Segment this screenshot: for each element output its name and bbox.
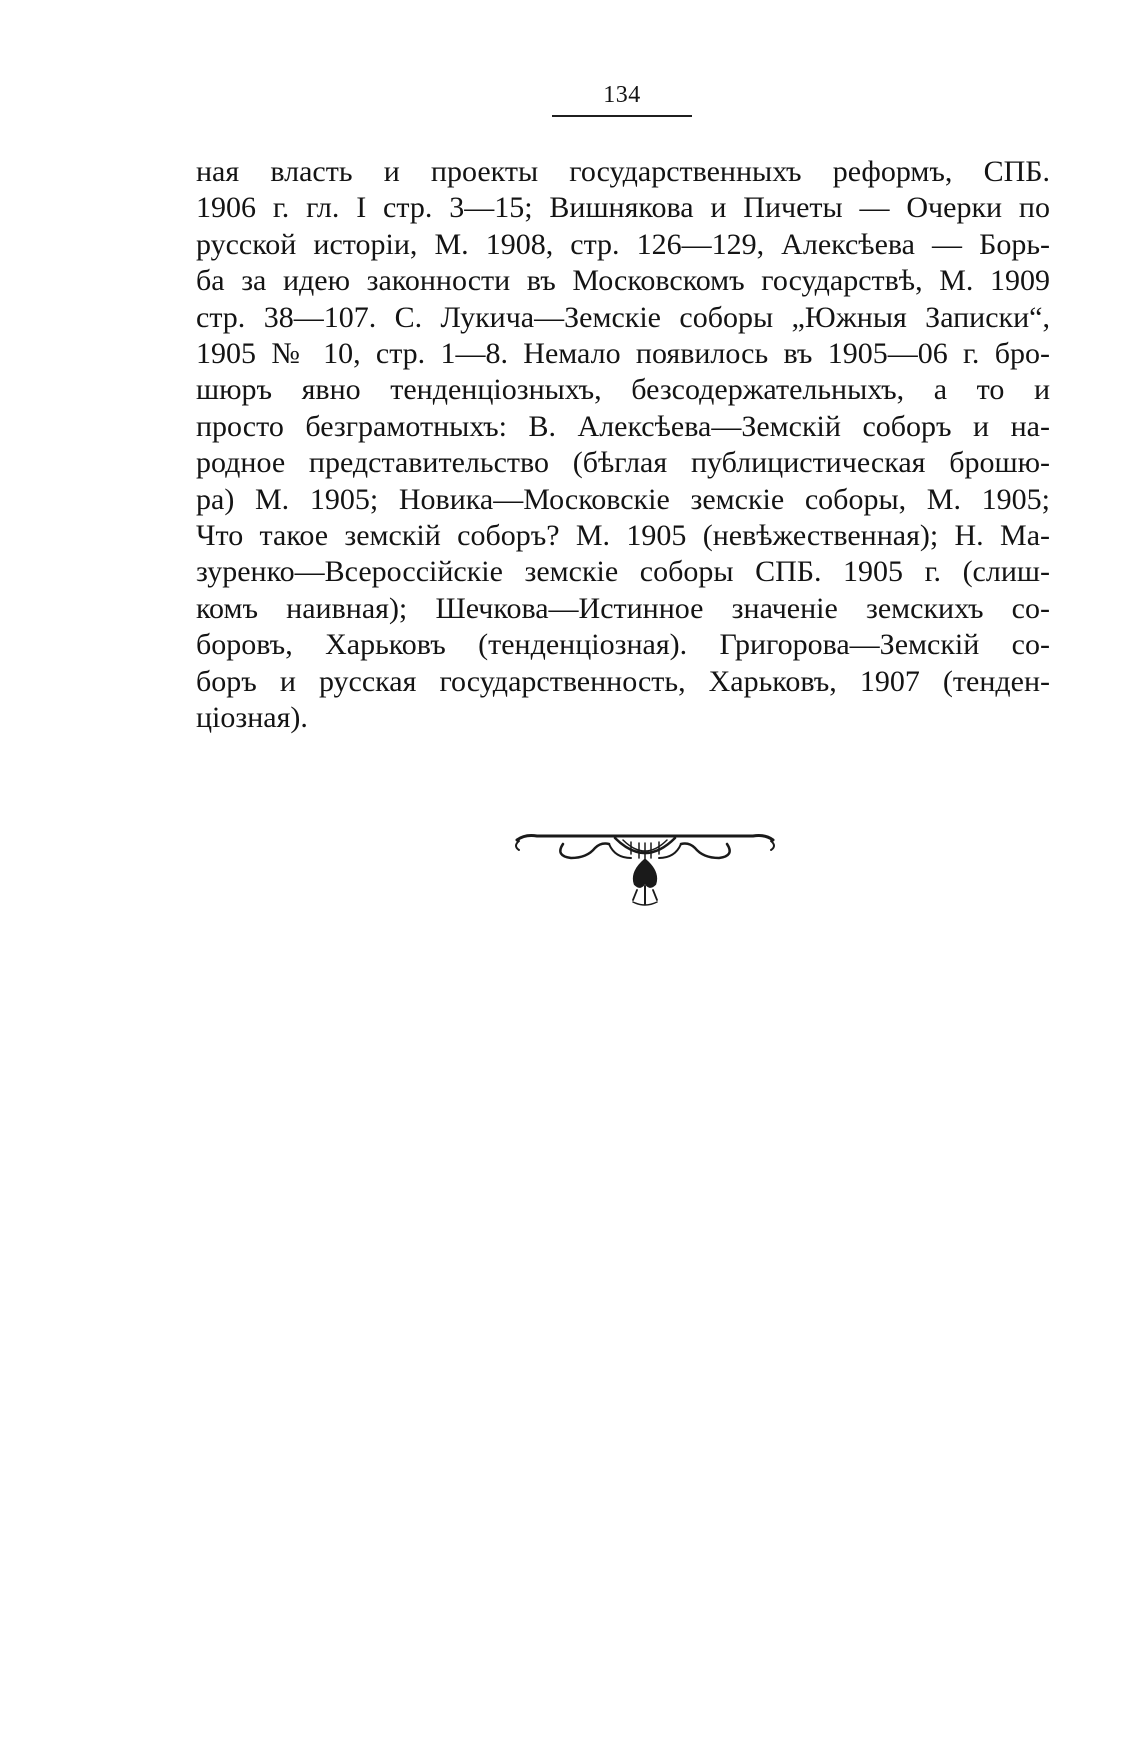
text-line: боровъ, Харьковъ (тенденціозная). Григорова—Земскій со- [196, 628, 1050, 662]
floral-tailpiece-ornament-icon [505, 828, 785, 910]
text-line: ба за идею законности въ Московскомъ государствѣ, М. 1909 [196, 264, 1050, 298]
text-line: Что такое земскій соборъ? М. 1905 (невѣжественная); Н. Ма- [196, 519, 1050, 553]
text-line: русской исторіи, М. 1908, стр. 126—129, Алексѣева — Борь- [196, 227, 1050, 261]
text-line: зуренко—Всероссійскіе земскіе соборы СПБ. 1905 г. (слиш- [196, 555, 1050, 589]
text-line: ціозная). [196, 701, 308, 735]
text-line: комъ наивная); Шечкова—Истинное значеніе земскихъ со- [196, 591, 1050, 625]
text-line: 1905 № 10, стр. 1—8. Немало появилось въ 1905—06 г. бро- [196, 337, 1050, 371]
body-text [196, 154, 1050, 737]
text-line: 1906 г. гл. I стр. 3—15; Вишнякова и Пичеты — Очерки по [196, 191, 1050, 225]
text-line: стр. 38—107. С. Лукича—Земскіе соборы „Южныя Записки“, [196, 300, 1050, 334]
text-line: шюръ явно тенденціозныхъ, безсодержательныхъ, а то и [196, 373, 1050, 407]
text-line: боръ и русская государственность, Харьковъ, 1907 (тенден- [196, 664, 1050, 698]
text-line: ра) М. 1905; Новика—Московскіе земскіе соборы, М. 1905; [196, 482, 1050, 516]
page-number-rule [552, 115, 692, 117]
text-line: родное представительство (бѣглая публицистическая брошю- [196, 446, 1050, 480]
text-line: просто безграмотныхъ: В. Алексѣева—Земскій соборъ и на- [196, 409, 1050, 443]
text-line: ная власть и проекты государственныхъ реформъ, СПБ. [196, 155, 1050, 188]
page-number: 134 [603, 82, 641, 108]
